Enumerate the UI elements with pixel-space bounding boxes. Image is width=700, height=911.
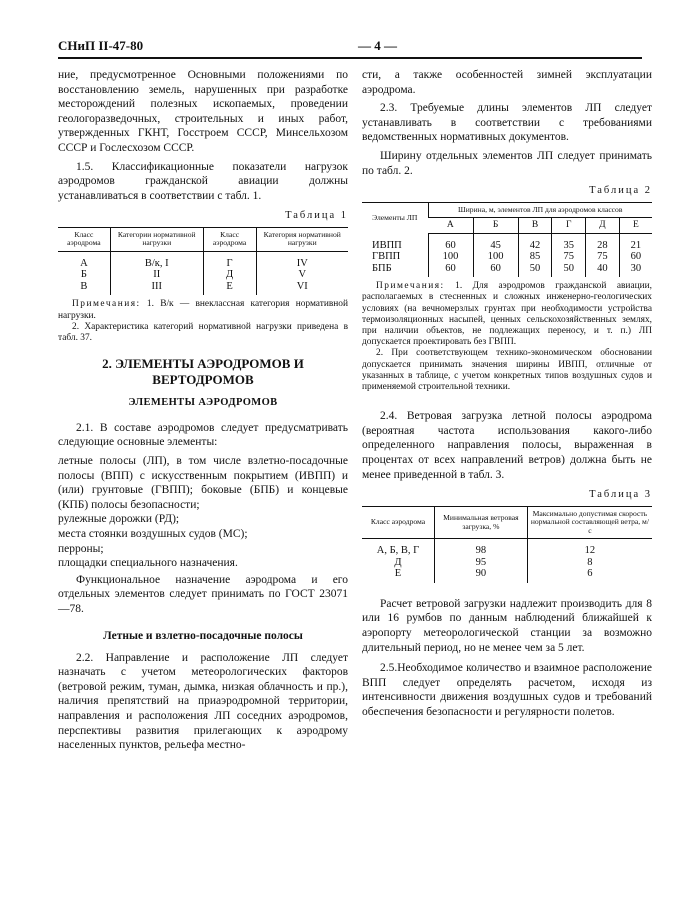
elements-list [58, 454, 348, 571]
right-column [362, 68, 652, 724]
section-title: 2. ЭЛЕМЕНТЫ АЭРОДРОМОВ И ВЕРТОДРОМОВ [102, 356, 304, 388]
table-2-class: Б [473, 218, 518, 234]
table-cell: V [256, 269, 348, 281]
table-cell: Д [394, 556, 402, 568]
table-2-class: Г [552, 218, 586, 234]
table-cell: 100 [473, 251, 518, 263]
page-header [58, 38, 642, 56]
paragraph-function: Функциональное назначение аэродрома и его отдельных элементов следует принимать по ГОСТ 23071—78. [58, 573, 348, 615]
paragraph-1-5: 1.5. Классификационные показатели нагрузок аэродромов гражданской авиации должны устанавливаться в соответствии с табл. 1. [58, 160, 348, 202]
table-cell: БПБ [372, 262, 392, 274]
paragraph-2-1: 2.1. В составе аэродромов следует предусматривать следующие основные элементы: [58, 421, 348, 449]
subsection-runways: Летные и взлетно-посадочные полосы [103, 629, 303, 642]
table-cell: 60 [428, 263, 473, 278]
table-cell: 50 [518, 263, 552, 278]
table-2-class: В [518, 218, 552, 234]
paragraph-width: Ширину отдельных элементов ЛП следует принимать по табл. 2. [362, 149, 652, 177]
table-2-caption: Таблица 2 [589, 185, 652, 197]
table-cell: 60 [473, 263, 518, 278]
paragraph-continuation: ние, предусмотренное Основными положениями по восстановлению земель, нарушенных при разработке месторождений полезных ископаемых, проведении геологоразведочных, строительных и иных работ, утвержденных ГКНТ, Госстроем СССР, Минсельхозом СССР и Гослесхозом СССР. [58, 69, 348, 154]
table-3-caption: Таблица 3 [589, 489, 652, 501]
table-3-header: Максимально допустимая скорость нормальной составляющей ветра, м/с [527, 506, 652, 539]
paragraph-wind-calc: Расчет ветровой загрузки надлежит производить для 8 или 16 румбов по данным наблюдений ближайшей к аэропорту метеорологической станции за возможно длительный период, но не менее чем за 5 лет. [362, 597, 652, 654]
note-1: 1. В/к — внеклассная категория нормативной нагрузки. [58, 299, 348, 321]
table-2-class: Е [619, 218, 652, 234]
table-1-caption: Таблица 1 [285, 210, 348, 222]
table-3-header: Класс аэродрома [362, 506, 435, 539]
table-cell: III [110, 281, 203, 296]
table-1-header: Класс аэродрома [58, 227, 110, 251]
table-1 [58, 227, 348, 296]
table-cell: 85 [518, 251, 552, 263]
table-row [362, 557, 652, 569]
list-item: площадки специального назначения. [58, 557, 238, 570]
table-cell: IV [256, 251, 348, 269]
table-cell: Е [203, 281, 256, 296]
table-cell: Д [203, 269, 256, 281]
table-3 [362, 506, 652, 583]
notes-label: Примечания: [376, 281, 445, 292]
table-cell: 60 [619, 251, 652, 263]
page-number: — 4 — [358, 38, 397, 53]
table-cell: 8 [527, 557, 652, 569]
table-2 [362, 202, 652, 278]
table-cell: Б [80, 269, 87, 281]
table-1-notes [58, 299, 348, 321]
table-cell: 28 [586, 233, 620, 251]
header-rule [58, 57, 642, 59]
table-cell: Е [394, 568, 402, 580]
paragraph-continuation: сти, а также особенностей зимней эксплуатации аэродрома. [362, 69, 652, 96]
table-cell: 90 [435, 568, 528, 583]
table-1-header: Категории нормативной нагрузки [110, 227, 203, 251]
table-2-header: Элементы ЛП [362, 202, 428, 233]
table-cell: 21 [619, 233, 652, 251]
table-cell: А [80, 257, 88, 269]
table-1-header: Класс аэродрома [203, 227, 256, 251]
table-cell: 100 [428, 251, 473, 263]
table-cell: 35 [552, 233, 586, 251]
paragraph-2-5: 2.5.Необходимое количество и взаимное расположение ВПП следует определять расчетом, исходя из интенсивности движения воздушных судов и требований обеспечения безопасности и регулярности полетов. [362, 662, 652, 718]
paragraph-2-2: 2.2. Направление и расположение ЛП следует назначать с учетом метеорологических факторов (ветровой режим, туман, дымка, низкая облачность и пр.), наличия препятствий на приаэродромной территории, направления и расположения ЛП соседних аэродромов, перспективы развития прилегающих к аэродрому населенных пунктов, рельефа местно- [58, 651, 348, 752]
table-2-class: Д [586, 218, 620, 234]
table-cell: 40 [586, 263, 620, 278]
table-cell: 30 [619, 263, 652, 278]
table-cell: 98 [435, 539, 528, 557]
table-row [362, 539, 652, 557]
table-row [362, 251, 652, 263]
table-cell: В/к, I [110, 251, 203, 269]
table-2-class: А [428, 218, 473, 234]
list-item: летные полосы (ЛП), в том числе взлетно-посадочные полосы (ВПП) с искусственным покрытием (ИВПП) и (или) грунтовые (ГВПП); боковые (БПБ) и концевые (КПБ) полосы безопасности; [58, 455, 348, 511]
table-row [362, 233, 652, 251]
table-cell: ГВПП [372, 251, 401, 263]
document-code: СНиП II-47-80 [58, 38, 144, 53]
table-1-header: Категория нормативной нагрузки [256, 227, 348, 251]
table-cell: II [110, 269, 203, 281]
table-row [362, 568, 652, 583]
table-cell: 75 [586, 251, 620, 263]
table-cell: ИВПП [372, 239, 402, 251]
table-3-header: Минимальная ветровая загрузка, % [435, 506, 528, 539]
table-2-notes [362, 281, 652, 348]
subsection-title: ЭЛЕМЕНТЫ АЭРОДРОМОВ [128, 397, 278, 409]
notes-label: Примечания: [72, 299, 141, 310]
table-cell: 42 [518, 233, 552, 251]
table-cell: 6 [527, 568, 652, 583]
table-cell: 60 [428, 233, 473, 251]
table-cell: Г [203, 251, 256, 269]
list-item: рулежные дорожки (РД); [58, 513, 180, 526]
table-2-group-header: Ширина, м, элементов ЛП для аэродромов классов [428, 202, 652, 218]
table-row [362, 263, 652, 278]
table-cell: В [80, 280, 88, 292]
table-row [58, 281, 348, 296]
table-cell: 95 [435, 557, 528, 569]
paragraph-2-4: 2.4. Ветровая загрузка летной полосы аэродрома (вероятная частота использования какого-либо определенного направления полосы, выраженная в процентах от всех направлений ветров) должна быть не менее приведенной в табл. 3. [362, 410, 652, 481]
table-cell: 75 [552, 251, 586, 263]
table-cell: 50 [552, 263, 586, 278]
note-1: 1. Для аэродромов гражданской авиации, располагаемых в стесненных и сложных инженерно-геологических условиях (на вечномерзлых грунтах при необходимости устройства термоизоляционных насыпей, ценных сельскохозяйственных землях, при наличии объектов, не подлежащих переносу, и т. п.) ЛП допускается проектировать без ГВПП. [362, 281, 652, 348]
note-2: 2. Характеристика категорий нормативной нагрузки приведена в табл. 37. [58, 321, 348, 344]
table-row [58, 269, 348, 281]
note-2: 2. При соответствующем технико-экономическом обосновании допускается принимать значения ширины ИВПП, отличные от указанных в таблице, с учетом конкретных типов воздушных судов и применяемой строительной техники. [362, 348, 652, 393]
table-cell: 12 [527, 539, 652, 557]
list-item: перроны; [58, 542, 104, 555]
list-item: места стоянки воздушных судов (МС); [58, 528, 248, 540]
table-row [58, 251, 348, 269]
table-cell: VI [256, 281, 348, 296]
left-column [58, 68, 348, 757]
table-cell: А, Б, В, Г [376, 545, 420, 557]
table-cell: 45 [473, 233, 518, 251]
paragraph-2-3: 2.3. Требуемые длины элементов ЛП следует устанавливать в соответствии с требованиями ведомственных нормативных документов. [362, 102, 652, 144]
